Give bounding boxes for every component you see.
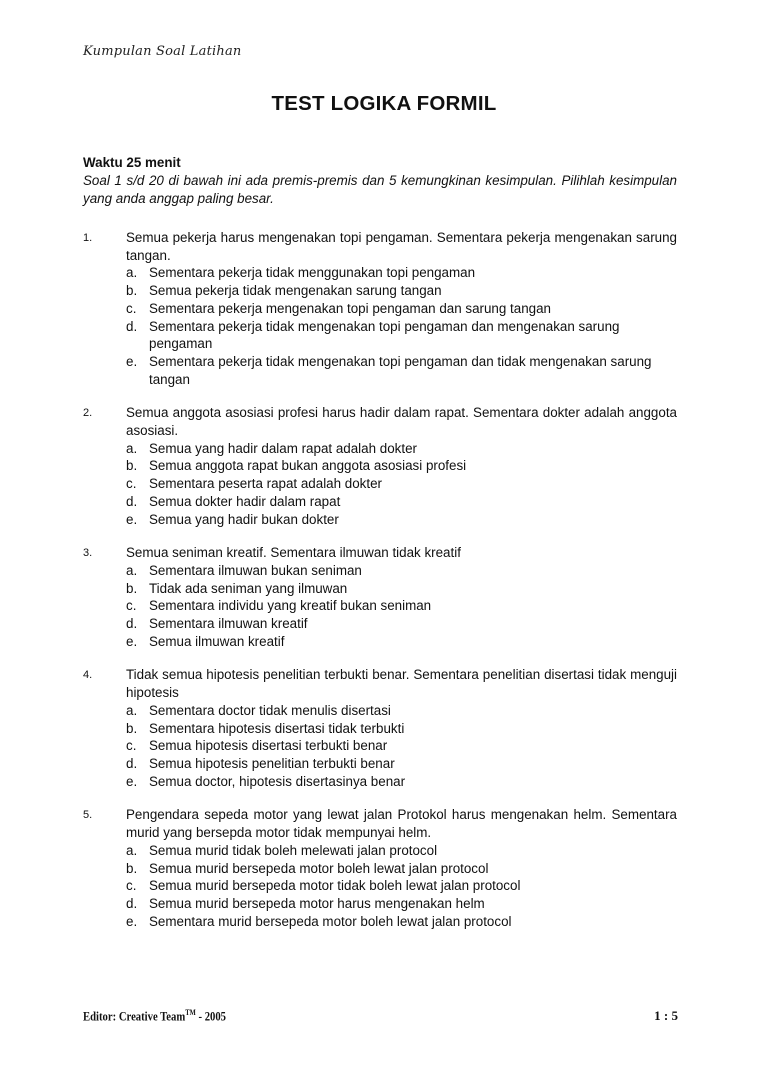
answer-option (126, 913, 677, 931)
option-text: Tidak ada seniman yang ilmuwan (149, 580, 348, 596)
option-text: Sementara ilmuwan bukan seniman (149, 562, 362, 578)
option-text: Semua murid bersepeda motor tidak boleh lewat jalan protocol (149, 878, 521, 894)
question-item (83, 404, 677, 528)
answer-option (126, 633, 677, 651)
option-text: Sementara pekerja tidak menggunakan topi pengaman (149, 265, 476, 281)
instruction-text: Soal 1 s/d 20 di bawah ini ada premis-premis dan 5 kemungkinan kesimpulan. Pilihlah kesimpulan yang anda anggap paling besar. (83, 173, 677, 206)
answer-option (126, 895, 677, 913)
option-letter: b. (126, 283, 138, 299)
option-letter: d. (126, 616, 138, 632)
option-letter: c. (126, 300, 137, 316)
answer-option (126, 493, 677, 511)
option-text: Semua murid bersepeda motor harus mengenakan helm (149, 895, 485, 911)
option-letter: b. (126, 860, 138, 876)
answer-option (126, 842, 677, 860)
question-item (83, 229, 677, 388)
option-text: Semua hipotesis penelitian terbukti benar (149, 755, 395, 771)
question-number: 2. (83, 407, 93, 420)
instructions-block (83, 154, 677, 208)
answer-options (126, 702, 677, 791)
question-stem: Semua seniman kreatif. Sementara ilmuwan tidak kreatif (126, 545, 461, 561)
option-letter: a. (126, 702, 138, 718)
answer-option (126, 737, 677, 755)
option-letter: c. (126, 476, 137, 492)
option-letter: b. (126, 720, 138, 736)
answer-options (126, 562, 677, 651)
option-text: Sementara pekerja mengenakan topi pengaman dan sarung tangan (149, 300, 552, 316)
option-letter: a. (126, 842, 138, 858)
answer-option (126, 580, 677, 598)
answer-option (126, 860, 677, 878)
option-text: Semua yang hadir bukan dokter (149, 511, 339, 527)
option-letter: a. (126, 562, 138, 578)
option-letter: e. (126, 511, 138, 527)
answer-option (126, 773, 677, 791)
question-stem: Semua pekerja harus mengenakan topi pengaman. Sementara pekerja mengenakan sarung tangan. (126, 230, 677, 263)
option-letter: a. (126, 265, 138, 281)
option-text: Sementara peserta rapat adalah dokter (149, 476, 382, 492)
option-text: Semua yang hadir dalam rapat adalah dokter (149, 440, 417, 456)
answer-option (126, 353, 677, 388)
time-limit: Waktu 25 menit (83, 155, 181, 170)
option-text: Semua doctor, hipotesis disertasinya benar (149, 773, 406, 789)
option-text: Sementara individu yang kreatif bukan seniman (149, 598, 432, 614)
footer-editor-name: Editor: Creative Team (83, 1008, 186, 1024)
question-item (83, 666, 677, 790)
option-text: Semua dokter hadir dalam rapat (149, 493, 341, 509)
header-note: Kumpulan Soal Latihan (83, 44, 242, 59)
question-item (83, 544, 677, 650)
option-text: Semua pekerja tidak mengenakan sarung tangan (149, 283, 442, 299)
option-text: Semua hipotesis disertasi terbukti benar (149, 738, 388, 754)
answer-option (126, 562, 677, 580)
answer-option (126, 318, 677, 353)
question-stem: Pengendara sepeda motor yang lewat jalan Protokol harus mengenakan helm. Sementara murid yang bersepda motor tidak mempunyai helm. (126, 807, 677, 841)
answer-option (126, 720, 677, 738)
option-text: Sementara hipotesis disertasi tidak terbukti (149, 720, 405, 736)
option-letter: e. (126, 773, 138, 789)
option-text: Sementara ilmuwan kreatif (149, 616, 308, 632)
option-letter: c. (126, 738, 137, 754)
option-text: Sementara doctor tidak menulis disertasi (149, 702, 391, 718)
option-letter: d. (126, 493, 138, 509)
question-stem: Tidak semua hipotesis penelitian terbukti benar. Sementara penelitian disertasi tidak menguji hipotesis (126, 667, 677, 701)
answer-option (126, 511, 677, 529)
answer-option (126, 755, 677, 773)
answer-option (126, 300, 677, 318)
answer-option (126, 440, 677, 458)
answer-option (126, 282, 677, 300)
footer-year: - 2005 (195, 1008, 227, 1024)
option-text: Semua murid bersepeda motor boleh lewat jalan protocol (149, 860, 489, 876)
option-text: Semua ilmuwan kreatif (149, 633, 285, 649)
answer-option (126, 475, 677, 493)
option-letter: e. (126, 633, 138, 649)
answer-option (126, 702, 677, 720)
footer-editor (83, 1008, 226, 1024)
answer-options (126, 264, 677, 388)
page-number: 1 : 5 (654, 1008, 678, 1023)
question-number: 4. (83, 669, 93, 682)
question-item (83, 806, 677, 930)
option-letter: d. (126, 318, 138, 334)
option-letter: b. (126, 458, 138, 474)
answer-option (126, 457, 677, 475)
question-number: 3. (83, 547, 93, 560)
option-text: Sementara pekerja tidak mengenakan topi pengaman dan mengenakan sarung pengaman (149, 318, 620, 352)
option-letter: c. (126, 598, 137, 614)
question-number: 5. (83, 809, 93, 822)
answer-options (126, 440, 677, 529)
question-stem: Semua anggota asosiasi profesi harus hadir dalam rapat. Sementara dokter adalah anggota asosiasi. (126, 405, 677, 439)
trademark-mark: TM (185, 1008, 196, 1017)
answer-option (126, 597, 677, 615)
question-number: 1. (83, 232, 93, 244)
answer-option (126, 615, 677, 633)
option-letter: b. (126, 580, 138, 596)
option-letter: e. (126, 913, 138, 929)
option-text: Sementara murid bersepeda motor boleh lewat jalan protocol (149, 913, 512, 929)
answer-options (126, 842, 677, 931)
answer-option (126, 264, 677, 282)
option-letter: d. (126, 755, 138, 771)
option-letter: d. (126, 895, 138, 911)
option-letter: a. (126, 440, 138, 456)
option-text: Semua murid tidak boleh melewati jalan protocol (149, 842, 438, 858)
option-letter: c. (126, 878, 137, 894)
answer-option (126, 877, 677, 895)
option-text: Semua anggota rapat bukan anggota asosiasi profesi (149, 458, 467, 474)
page-title: TEST LOGIKA FORMIL (271, 92, 497, 115)
option-letter: e. (126, 353, 138, 369)
question-list (83, 229, 677, 946)
option-text: Sementara pekerja tidak mengenakan topi pengaman dan tidak mengenakan sarung tangan (149, 353, 652, 387)
